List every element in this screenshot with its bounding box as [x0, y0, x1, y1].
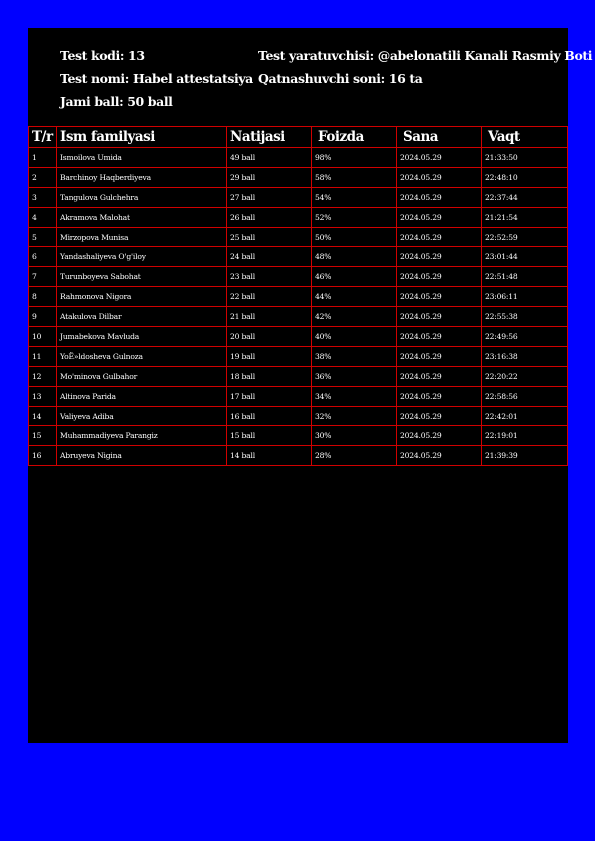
cell-percent: 38%: [312, 346, 397, 366]
results-table: [28, 126, 568, 466]
cell-percent: 40%: [312, 327, 397, 347]
cell-date: 2024.05.29: [397, 426, 482, 446]
cell-index: 9: [29, 307, 57, 327]
cell-percent: 42%: [312, 307, 397, 327]
cell-date: 2024.05.29: [397, 327, 482, 347]
cell-index: 12: [29, 366, 57, 386]
cell-date: 2024.05.29: [397, 167, 482, 187]
cell-index: 16: [29, 446, 57, 466]
cell-index: 15: [29, 426, 57, 446]
cell-date: 2024.05.29: [397, 307, 482, 327]
cell-time: 23:16:38: [482, 346, 568, 366]
table-row: [29, 227, 568, 247]
cell-percent: 32%: [312, 406, 397, 426]
cell-name: Altinova Parida: [57, 386, 227, 406]
cell-index: 14: [29, 406, 57, 426]
cell-time: 23:06:11: [482, 287, 568, 307]
test-code: Test kodi: 13: [60, 48, 145, 63]
cell-time: 21:39:39: [482, 446, 568, 466]
table-row: [29, 366, 568, 386]
cell-percent: 30%: [312, 426, 397, 446]
cell-date: 2024.05.29: [397, 187, 482, 207]
table-row: [29, 307, 568, 327]
cell-index: 7: [29, 267, 57, 287]
cell-result: 19 ball: [227, 346, 312, 366]
header-index: T/r: [29, 127, 57, 148]
cell-name: Rahmonova Nigora: [57, 287, 227, 307]
cell-date: 2024.05.29: [397, 386, 482, 406]
cell-result: 16 ball: [227, 406, 312, 426]
table-row: [29, 426, 568, 446]
table-row: [29, 207, 568, 227]
test-creator: Test yaratuvchisi: @abelonatili Kanali Rasmiy Boti: [258, 48, 593, 63]
cell-time: 22:42:01: [482, 406, 568, 426]
header-date: Sana: [397, 127, 482, 148]
cell-time: 22:37:44: [482, 187, 568, 207]
test-name: Test nomi: Habel attestatsiya: [60, 71, 253, 86]
results-page: [28, 28, 593, 743]
cell-index: 8: [29, 287, 57, 307]
cell-name: Mirzopova Munisa: [57, 227, 227, 247]
cell-time: 22:49:56: [482, 327, 568, 347]
header-result: Natijasi: [227, 127, 312, 148]
cell-result: 23 ball: [227, 267, 312, 287]
cell-index: 5: [29, 227, 57, 247]
table-row: [29, 327, 568, 347]
cell-time: 22:58:56: [482, 386, 568, 406]
cell-percent: 50%: [312, 227, 397, 247]
cell-name: Barchinoy Haqberdiyeva: [57, 167, 227, 187]
table-header-row: [29, 127, 568, 148]
cell-percent: 58%: [312, 167, 397, 187]
cell-time: 22:51:48: [482, 267, 568, 287]
cell-name: Mo'minova Gulbahor: [57, 366, 227, 386]
table-row: [29, 187, 568, 207]
cell-index: 13: [29, 386, 57, 406]
cell-percent: 48%: [312, 247, 397, 267]
cell-index: 2: [29, 167, 57, 187]
cell-percent: 46%: [312, 267, 397, 287]
table-row: [29, 167, 568, 187]
cell-date: 2024.05.29: [397, 148, 482, 168]
cell-name: Jumabekova Mavluda: [57, 327, 227, 347]
cell-time: 22:20:22: [482, 366, 568, 386]
table-row: [29, 386, 568, 406]
cell-date: 2024.05.29: [397, 446, 482, 466]
cell-time: 22:48:10: [482, 167, 568, 187]
cell-result: 26 ball: [227, 207, 312, 227]
cell-result: 22 ball: [227, 287, 312, 307]
cell-percent: 54%: [312, 187, 397, 207]
cell-percent: 98%: [312, 148, 397, 168]
cell-time: 22:19:01: [482, 426, 568, 446]
cell-result: 15 ball: [227, 426, 312, 446]
cell-date: 2024.05.29: [397, 247, 482, 267]
cell-percent: 44%: [312, 287, 397, 307]
table-row: [29, 446, 568, 466]
cell-result: 24 ball: [227, 247, 312, 267]
table-row: [29, 406, 568, 426]
cell-name: Valiyeva Adiba: [57, 406, 227, 426]
cell-result: 25 ball: [227, 227, 312, 247]
header-percent: Foizda: [312, 127, 397, 148]
cell-name: Ismoilova Umida: [57, 148, 227, 168]
cell-date: 2024.05.29: [397, 267, 482, 287]
cell-index: 10: [29, 327, 57, 347]
cell-date: 2024.05.29: [397, 227, 482, 247]
cell-name: Yandashaliyeva O'g'iloy: [57, 247, 227, 267]
cell-name: Akramova Malohat: [57, 207, 227, 227]
cell-index: 11: [29, 346, 57, 366]
cell-result: 49 ball: [227, 148, 312, 168]
participant-count: Qatnashuvchi soni: 16 ta: [258, 71, 423, 86]
table-row: [29, 267, 568, 287]
cell-date: 2024.05.29: [397, 207, 482, 227]
header-name: Ism familyasi: [57, 127, 227, 148]
cell-percent: 34%: [312, 386, 397, 406]
cell-name: Turunboyeva Sabohat: [57, 267, 227, 287]
cell-result: 29 ball: [227, 167, 312, 187]
cell-name: Tangulova Gulchehra: [57, 187, 227, 207]
header-time: Vaqt: [482, 127, 568, 148]
cell-index: 4: [29, 207, 57, 227]
total-score: Jami ball: 50 ball: [60, 94, 173, 109]
cell-date: 2024.05.29: [397, 346, 482, 366]
cell-name: Abruyeva Nigina: [57, 446, 227, 466]
cell-result: 21 ball: [227, 307, 312, 327]
cell-index: 1: [29, 148, 57, 168]
cell-result: 17 ball: [227, 386, 312, 406]
cell-name: Muhammadiyeva Parangiz: [57, 426, 227, 446]
cell-time: 21:21:54: [482, 207, 568, 227]
cell-date: 2024.05.29: [397, 287, 482, 307]
cell-name: YoË»ldosheva Gulnoza: [57, 346, 227, 366]
cell-time: 21:33:50: [482, 148, 568, 168]
table-row: [29, 287, 568, 307]
cell-percent: 52%: [312, 207, 397, 227]
cell-date: 2024.05.29: [397, 366, 482, 386]
table-row: [29, 148, 568, 168]
table-row: [29, 247, 568, 267]
cell-result: 14 ball: [227, 446, 312, 466]
cell-time: 22:52:59: [482, 227, 568, 247]
cell-percent: 36%: [312, 366, 397, 386]
cell-name: Atakulova Dilbar: [57, 307, 227, 327]
table-row: [29, 346, 568, 366]
cell-percent: 28%: [312, 446, 397, 466]
cell-result: 27 ball: [227, 187, 312, 207]
cell-index: 3: [29, 187, 57, 207]
cell-date: 2024.05.29: [397, 406, 482, 426]
table-body: [29, 148, 568, 466]
cell-result: 18 ball: [227, 366, 312, 386]
cell-index: 6: [29, 247, 57, 267]
cell-result: 20 ball: [227, 327, 312, 347]
cell-time: 22:55:38: [482, 307, 568, 327]
cell-time: 23:01:44: [482, 247, 568, 267]
